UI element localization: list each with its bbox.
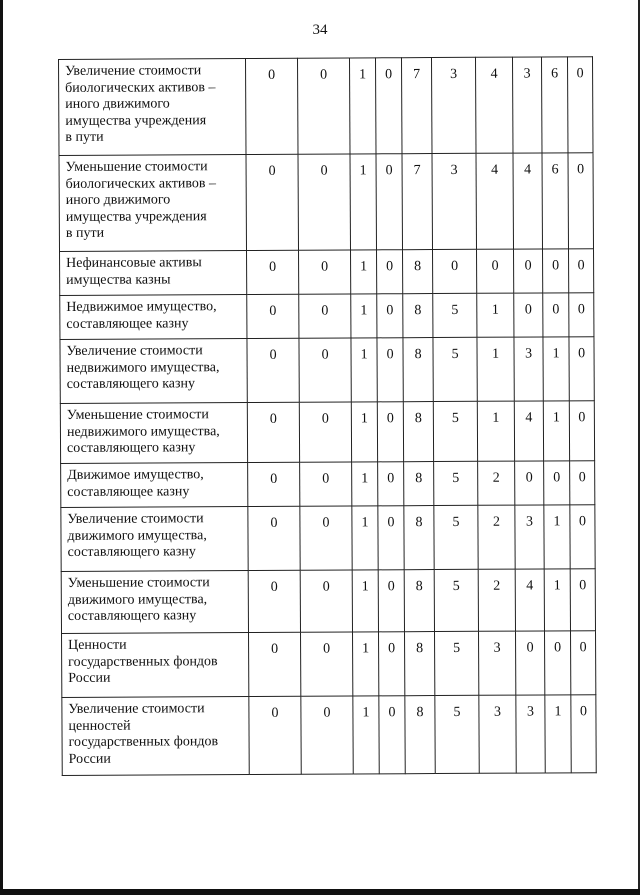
table-row	[60, 249, 594, 296]
account-name-cell: Движимое имущество, составляющее казну	[61, 463, 248, 508]
code-digit-cell: 0	[249, 696, 301, 774]
code-digit-cell: 5	[433, 401, 477, 461]
code-digit-cell: 3	[514, 337, 543, 401]
code-digit-cell: 8	[403, 402, 433, 462]
account-name-cell: Увеличение стоимости недвижимого имущества, составляющего казну	[60, 339, 247, 404]
code-digit-cell: 1	[351, 250, 377, 294]
code-digit-cell: 0	[300, 462, 352, 506]
code-digit-cell: 0	[377, 402, 403, 462]
account-name-cell: Уменьшение стоимости биологических активов – иного движимого имущества учреждения в пути	[59, 155, 247, 252]
code-digit-cell: 0	[301, 696, 353, 774]
code-digit-cell: 1	[353, 696, 379, 774]
code-digit-cell: 0	[248, 570, 300, 632]
code-digit-cell: 0	[433, 249, 477, 293]
code-digit-cell: 8	[404, 506, 434, 570]
code-digit-cell: 0	[569, 249, 594, 293]
code-digit-cell: 0	[515, 461, 544, 505]
code-digit-cell: 8	[403, 250, 433, 294]
code-digit-cell: 0	[568, 153, 594, 249]
code-digit-cell: 0	[377, 250, 403, 294]
code-digit-cell: 0	[514, 293, 543, 337]
page-number: 34	[312, 22, 328, 38]
code-digit-cell: 0	[545, 631, 571, 695]
code-digit-cell: 0	[249, 632, 301, 696]
account-name-cell: Увеличение стоимости ценностей государственных фондов России	[62, 697, 249, 776]
code-digit-cell: 1	[351, 294, 377, 338]
code-digit-cell: 8	[404, 570, 434, 632]
code-digit-cell: 0	[543, 249, 569, 293]
code-digit-cell: 5	[434, 569, 478, 631]
code-digit-cell: 4	[513, 153, 543, 249]
code-digit-cell: 1	[477, 401, 514, 461]
code-digit-cell: 0	[299, 294, 351, 338]
code-digit-cell: 3	[431, 57, 476, 153]
table-row	[62, 631, 596, 698]
code-digit-cell: 0	[570, 461, 595, 505]
code-digit-cell: 0	[300, 506, 352, 570]
code-digit-cell: 2	[478, 569, 515, 631]
code-digit-cell: 0	[569, 337, 594, 401]
account-name-cell: Нефинансовые активы имущества казны	[60, 251, 247, 296]
code-digit-cell: 1	[351, 338, 377, 402]
code-digit-cell: 0	[477, 249, 514, 293]
code-digit-cell: 0	[544, 461, 570, 505]
code-digit-cell: 0	[297, 58, 350, 154]
table-row	[61, 569, 595, 634]
scan-border-left	[0, 0, 3, 895]
code-digit-cell: 3	[479, 631, 516, 695]
code-digit-cell: 0	[570, 569, 595, 631]
code-digit-cell: 1	[543, 337, 569, 401]
table-row	[59, 57, 593, 156]
code-digit-cell: 0	[378, 462, 404, 506]
code-digit-cell: 0	[299, 338, 351, 402]
code-digit-cell: 1	[349, 58, 376, 154]
code-digit-cell: 0	[247, 402, 299, 462]
table-body	[59, 57, 597, 776]
code-digit-cell: 0	[567, 57, 593, 153]
code-digit-cell: 3	[515, 505, 544, 569]
table-row	[62, 695, 596, 776]
code-digit-cell: 7	[402, 154, 433, 250]
account-name-cell: Увеличение стоимости биологических активов – иного движимого имущества учреждения в пути	[59, 59, 247, 156]
code-digit-cell: 1	[543, 401, 569, 461]
code-digit-cell: 5	[435, 631, 479, 695]
account-name-cell: Уменьшение стоимости движимого имущества, составляющего казну	[61, 571, 248, 634]
account-name-cell: Уменьшение стоимости недвижимого имущества, составляющего казну	[60, 403, 247, 464]
code-digit-cell: 1	[351, 402, 377, 462]
code-digit-cell: 3	[432, 153, 477, 249]
code-digit-cell: 7	[401, 58, 432, 154]
code-digit-cell: 1	[353, 632, 379, 696]
code-digit-cell: 0	[514, 249, 543, 293]
table-row	[61, 505, 595, 572]
code-digit-cell: 4	[476, 153, 514, 249]
account-name-cell: Увеличение стоимости движимого имущества, составляющего казну	[61, 507, 248, 572]
code-digit-cell: 0	[301, 632, 353, 696]
table-row	[60, 337, 594, 404]
code-digit-cell: 0	[248, 462, 300, 506]
code-digit-cell: 2	[478, 505, 515, 569]
code-digit-cell: 1	[544, 505, 570, 569]
code-digit-cell: 0	[571, 631, 596, 695]
code-digit-cell: 5	[434, 505, 478, 569]
code-digit-cell: 0	[569, 401, 594, 461]
table-row	[59, 153, 593, 252]
code-digit-cell: 1	[352, 570, 378, 632]
code-digit-cell: 1	[350, 154, 377, 250]
account-name-cell: Ценности государственных фондов России	[62, 633, 249, 698]
code-digit-cell: 5	[433, 293, 477, 337]
code-digit-cell: 0	[377, 338, 403, 402]
code-digit-cell: 1	[477, 293, 514, 337]
code-digit-cell: 0	[246, 154, 299, 250]
account-codes-table	[58, 56, 597, 776]
code-digit-cell: 0	[298, 154, 351, 250]
code-digit-cell: 4	[514, 401, 543, 461]
code-digit-cell: 5	[435, 695, 479, 773]
code-digit-cell: 4	[515, 569, 544, 631]
code-digit-cell: 6	[541, 57, 568, 153]
code-digit-cell: 0	[379, 696, 405, 774]
code-digit-cell: 1	[545, 695, 571, 773]
code-digit-cell: 0	[378, 506, 404, 570]
code-digit-cell: 0	[516, 631, 545, 695]
code-digit-cell: 8	[405, 632, 435, 696]
scan-border-bottom	[0, 889, 640, 895]
table-row	[61, 461, 595, 508]
code-digit-cell: 3	[479, 695, 516, 773]
code-digit-cell: 3	[516, 695, 545, 773]
code-digit-cell: 0	[300, 570, 352, 632]
code-digit-cell: 2	[478, 461, 515, 505]
code-digit-cell: 6	[542, 153, 569, 249]
code-digit-cell: 0	[377, 294, 403, 338]
code-digit-cell: 1	[352, 462, 378, 506]
code-digit-cell: 5	[434, 461, 478, 505]
code-digit-cell: 0	[247, 338, 299, 402]
code-digit-cell: 0	[299, 402, 351, 462]
code-digit-cell: 0	[246, 58, 299, 154]
code-digit-cell: 0	[247, 294, 299, 338]
code-digit-cell: 0	[247, 250, 299, 294]
code-digit-cell: 0	[379, 632, 405, 696]
code-digit-cell: 8	[403, 294, 433, 338]
code-digit-cell: 0	[378, 570, 404, 632]
code-digit-cell: 0	[299, 250, 351, 294]
code-digit-cell: 0	[376, 154, 403, 250]
code-digit-cell: 0	[569, 293, 594, 337]
code-digit-cell: 0	[571, 695, 596, 773]
code-digit-cell: 0	[375, 58, 402, 154]
code-digit-cell: 8	[405, 696, 435, 774]
code-digit-cell: 0	[570, 505, 595, 569]
account-name-cell: Недвижимое имущество, составляющее казну	[60, 295, 247, 340]
table-row	[60, 401, 594, 464]
code-digit-cell: 1	[477, 337, 514, 401]
code-digit-cell: 0	[248, 506, 300, 570]
code-digit-cell: 3	[512, 57, 542, 153]
table-row	[60, 293, 594, 340]
code-digit-cell: 0	[543, 293, 569, 337]
code-digit-cell: 8	[404, 462, 434, 506]
code-digit-cell: 1	[352, 506, 378, 570]
code-digit-cell: 5	[433, 337, 477, 401]
code-digit-cell: 1	[544, 569, 570, 631]
code-digit-cell: 8	[403, 338, 433, 402]
code-digit-cell: 4	[475, 57, 513, 153]
